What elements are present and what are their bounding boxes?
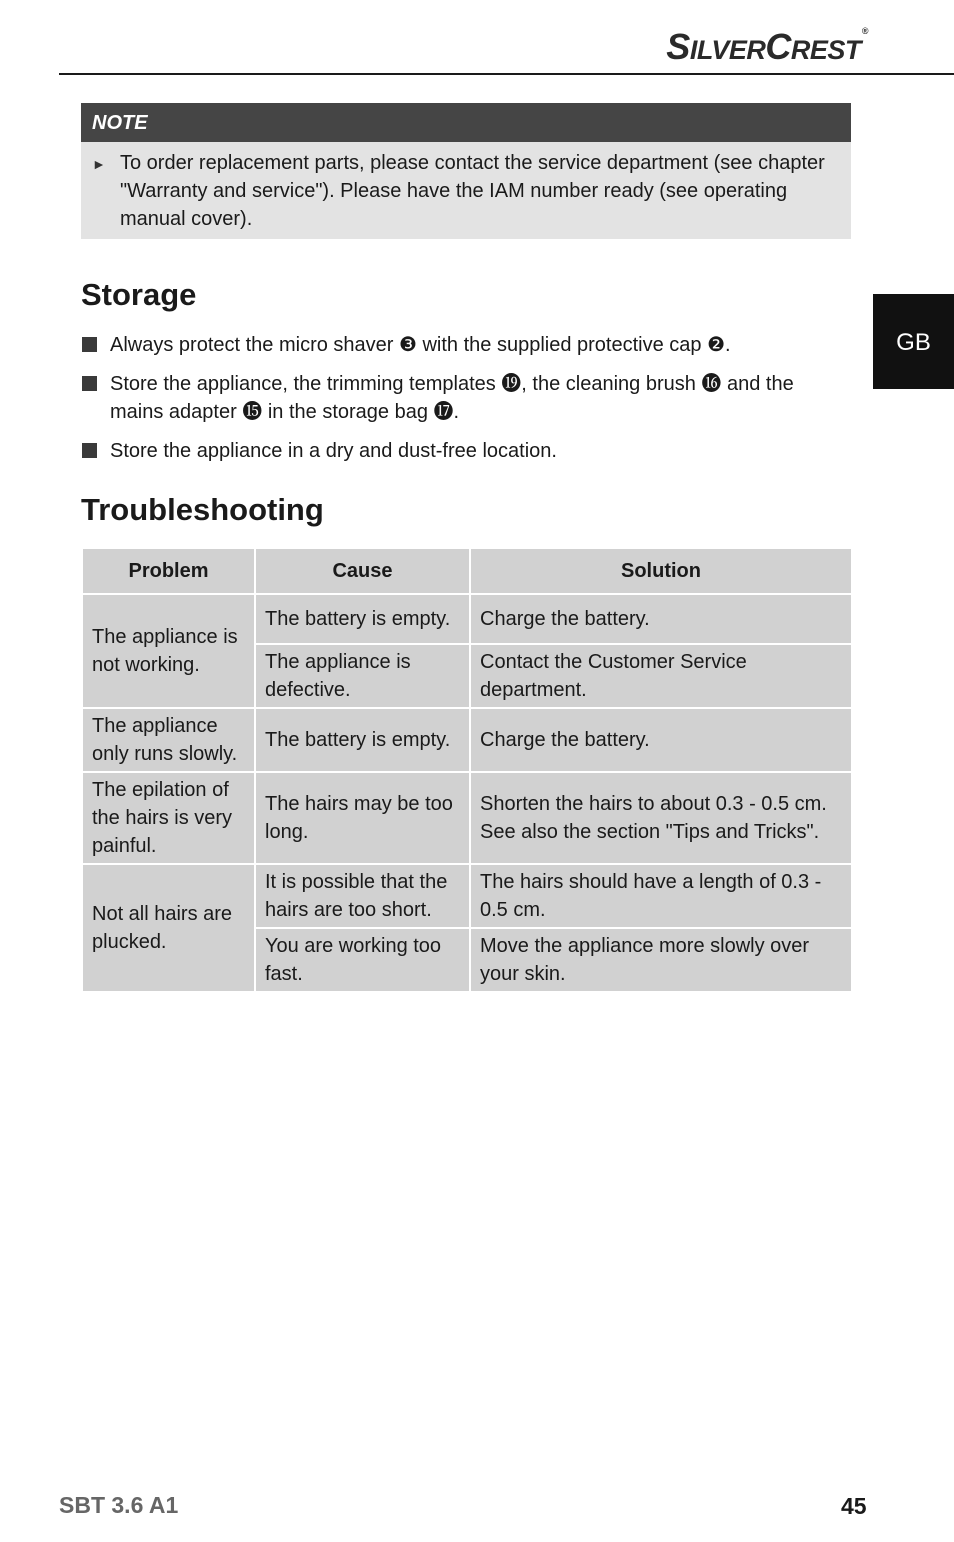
solution-cell: Charge the battery. [470,594,852,644]
solution-cell: Contact the Customer Service department. [470,644,852,708]
model-number: SBT 3.6 A1 [59,1492,179,1518]
list-item: Store the appliance in a dry and dust-free location. [81,437,851,465]
table-row [82,594,852,644]
table-header-row [82,548,852,594]
table-row [82,864,852,928]
solution-cell: Move the appliance more slowly over your skin. [470,928,852,992]
square-bullet-icon [82,337,97,352]
storage-list [81,331,851,476]
cause-cell: The appliance is defective. [255,644,470,708]
problem-cell: Not all hairs are plucked. [82,864,255,992]
square-bullet-icon [82,443,97,458]
cause-cell: The battery is empty. [255,594,470,644]
problem-cell: The epilation of the hairs is very painful. [82,772,255,864]
table-row [82,708,852,772]
note-box [81,103,851,239]
cause-cell: You are working too fast. [255,928,470,992]
list-item: Always protect the micro shaver ❸ with the supplied protective cap ❷. [81,331,851,359]
column-header-solution: Solution [470,548,852,594]
brand-logo: SILVERCREST® [666,26,868,67]
problem-cell: The appliance only runs slowly. [82,708,255,772]
header-rule [59,73,954,75]
note-body [81,142,851,239]
solution-cell: Charge the battery. [470,708,852,772]
solution-cell: Shorten the hairs to about 0.3 - 0.5 cm. See also the section "Tips and Tricks". [470,772,852,864]
list-item: Store the appliance, the trimming templates ⓳, the cleaning brush ⓰ and the mains adapter ⓯ in the storage bag ⓱. [81,370,851,426]
column-header-cause: Cause [255,548,470,594]
problem-cell: The appliance is not working. [82,594,255,708]
column-header-problem: Problem [82,548,255,594]
arrow-right-icon: ► [92,156,106,172]
cause-cell: The hairs may be too long. [255,772,470,864]
storage-heading: Storage [81,277,197,312]
troubleshooting-table [81,547,853,993]
square-bullet-icon [82,376,97,391]
table-row [82,772,852,864]
language-tab: GB [873,294,954,389]
note-title: NOTE [81,103,851,142]
cause-cell: It is possible that the hairs are too short. [255,864,470,928]
solution-cell: The hairs should have a length of 0.3 - 0.5 cm. [470,864,852,928]
note-text: To order replacement parts, please contact the service department (see chapter "Warranty and service"). Please have the IAM number ready (see operating manual cover). [120,152,825,230]
page-number: 45 [841,1493,867,1519]
troubleshooting-heading: Troubleshooting [81,492,324,527]
cause-cell: The battery is empty. [255,708,470,772]
